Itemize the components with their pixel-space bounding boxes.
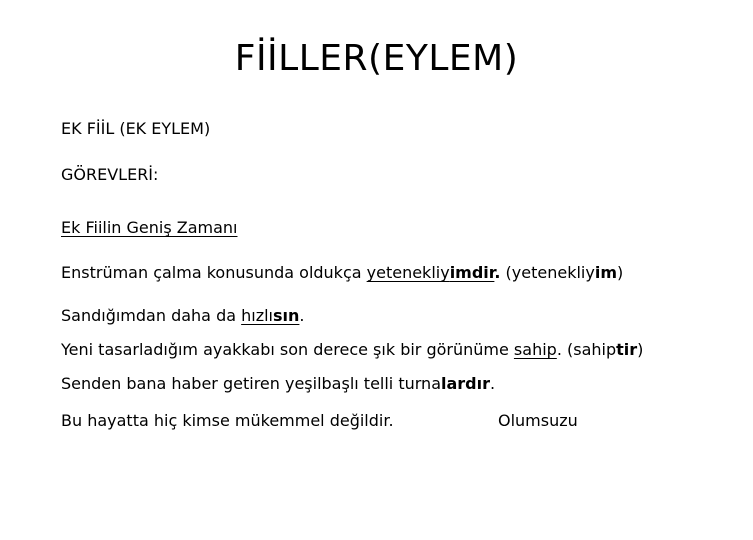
example-sentence-3: Yeni tasarladığım ayakkabı son derece şık bir görünüme sahip. (sahiptir) bbox=[61, 340, 644, 359]
example-sentence-4: Senden bana haber getiren yeşilbaşlı telli turnalardır. bbox=[61, 374, 496, 393]
ex2-word: hızlısın bbox=[241, 306, 300, 325]
ex3-word: sahip bbox=[513, 340, 557, 359]
olumsuzu-label: Olumsuzu bbox=[498, 411, 578, 430]
example-sentence-5: Bu hayatta hiç kimse mükemmel değildir. bbox=[61, 411, 394, 430]
example-sentence-2: Sandığımdan daha da hızlısın. bbox=[61, 306, 305, 325]
heading-gorevleri: GÖREVLERİ: bbox=[61, 165, 159, 184]
example-sentence-1: Enstrüman çalma konusunda oldukça yetenekliyimdir. (yetenekliyim) bbox=[61, 263, 624, 282]
slide-title: FİİLLER(EYLEM) bbox=[234, 38, 519, 79]
ex1-word: yetenekliyimdir bbox=[366, 263, 495, 282]
ex1-text: Enstrüman çalma konusunda oldukça bbox=[61, 263, 367, 282]
section-title: Ek Fiilin Geniş Zamanı bbox=[61, 218, 238, 237]
heading-ek-fiil: EK FİİL (EK EYLEM) bbox=[61, 119, 211, 138]
